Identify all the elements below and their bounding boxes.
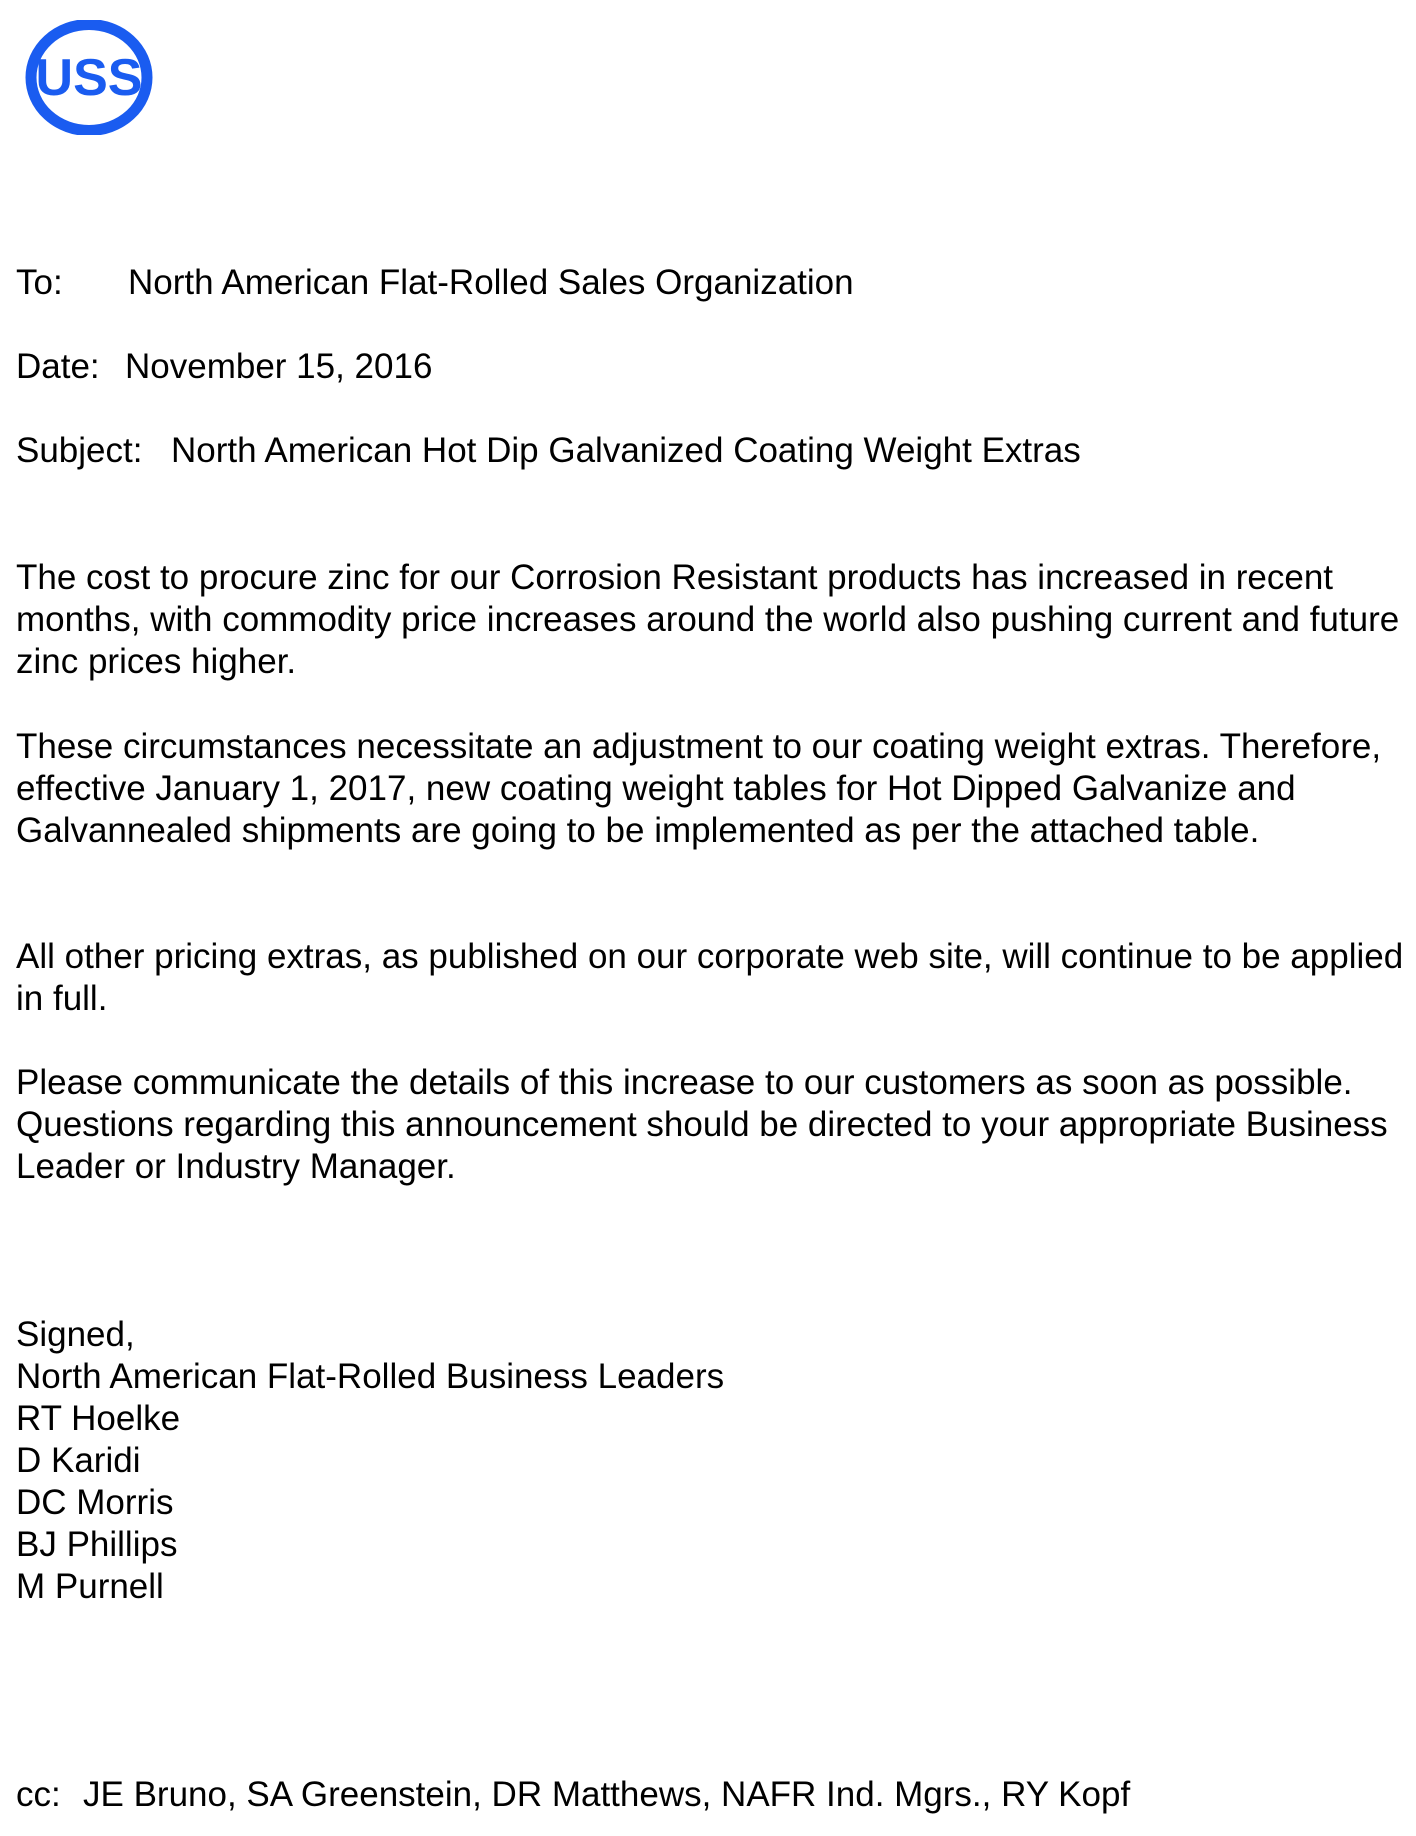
paragraph-other-extras: All other pricing extras, as published on our corporate web site, will continue to be applied in full. — [16, 937, 1404, 1018]
paragraph-adjustment: These circumstances necessitate an adjustment to our coating weight extras. Therefore, effective January 1, 2017, new coating weight tables for Hot Dipped Galvanize and Galvannealed shipments are going to be implemented as per the attached table. — [16, 727, 1382, 850]
signatory-name: BJ Phillips — [16, 1525, 178, 1564]
cc-recipients: JE Bruno, SA Greenstein, DR Matthews, NAFR Ind. Mgrs., RY Kopf — [83, 1775, 1131, 1814]
signature-block — [16, 1314, 724, 1608]
subject-line — [16, 430, 1081, 472]
uss-logo — [24, 20, 154, 135]
logo-text: USS — [35, 49, 143, 107]
signatory-name: DC Morris — [16, 1483, 174, 1522]
paragraph-communicate: Please communicate the details of this increase to our customers as soon as possible. Questions regarding this announcement should be directed to your appropriate Business Leader or Industry Manager. — [16, 1063, 1388, 1186]
signatory-group: North American Flat-Rolled Business Leaders — [16, 1357, 725, 1396]
signed-label: Signed, — [16, 1315, 135, 1354]
subject-value: North American Hot Dip Galvanized Coating Weight Extras — [171, 431, 1081, 470]
paragraph-zinc-cost: The cost to procure zinc for our Corrosion Resistant products has increased in recent months, with commodity price increases around the world also pushing current and future zinc prices higher. — [16, 558, 1400, 681]
subject-label: Subject: — [16, 431, 143, 470]
signatory-name: M Purnell — [16, 1567, 164, 1606]
signatory-name: D Karidi — [16, 1441, 141, 1480]
date-value: November 15, 2016 — [125, 347, 433, 386]
to-line — [16, 262, 854, 304]
cc-line — [16, 1774, 1130, 1816]
date-line — [16, 346, 432, 388]
to-label: To: — [16, 263, 63, 302]
cc-label: cc: — [16, 1775, 61, 1814]
date-label: Date: — [16, 347, 100, 386]
signatory-name: RT Hoelke — [16, 1399, 181, 1438]
to-value: North American Flat-Rolled Sales Organization — [128, 263, 854, 302]
